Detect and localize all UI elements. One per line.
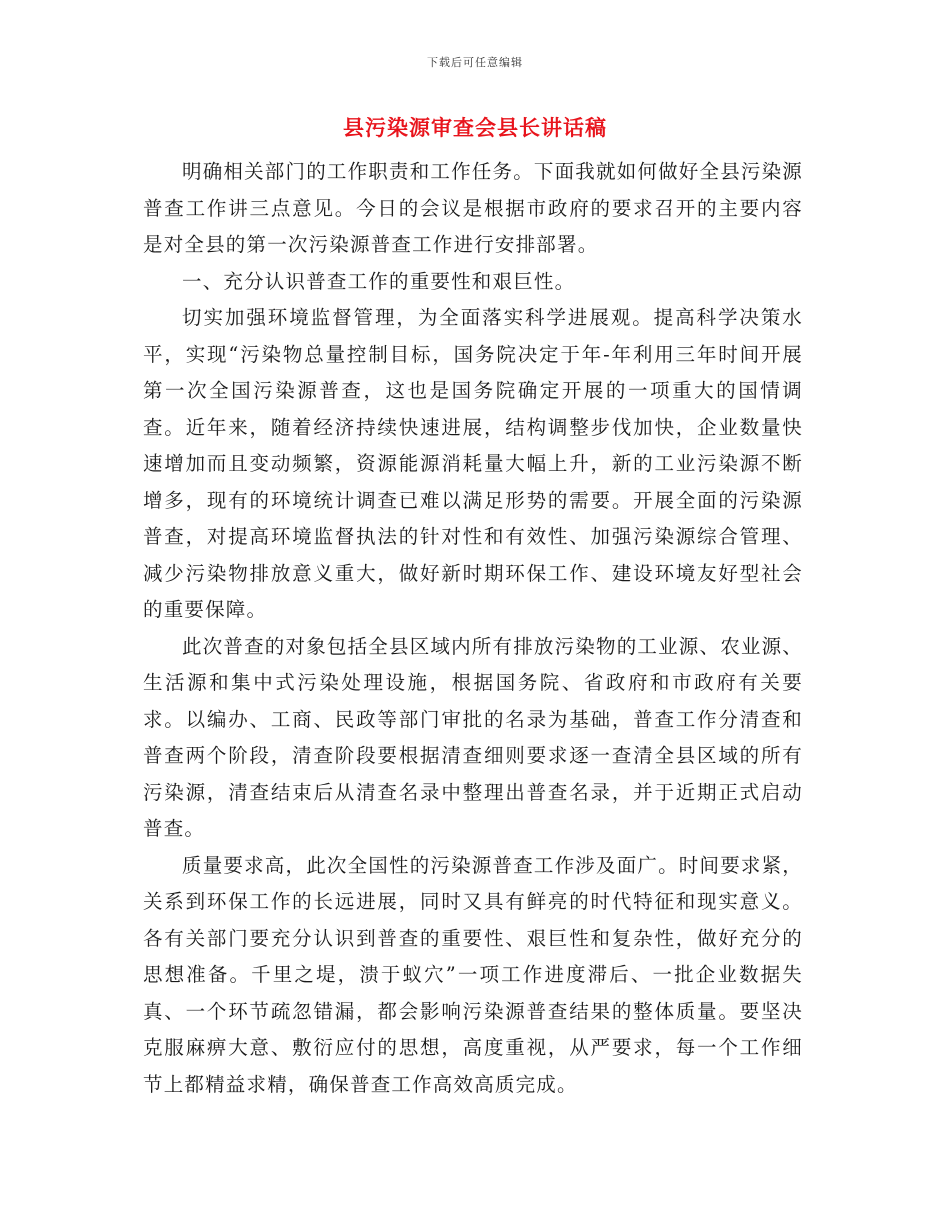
- document-title: 县污染源审查会县长讲话稿: [343, 115, 607, 140]
- header-note: 下载后可任意编辑: [427, 56, 523, 69]
- paragraph-1: 明确相关部门的工作职责和工作任务。下面我就如何做好全县污染源普查工作讲三点意见。今日的会议是根据市政府的要求召开的主要内容是对全县的第一次污染源普查工作进行安排部署。: [143, 160, 804, 256]
- document-body: [143, 154, 803, 1103]
- paragraph-3: 切实加强环境监督管理，为全面落实科学进展观。提高科学决策水平，实现“污染物总量控制目标，国务院决定于年-年利用三年时间开展第一次全国污染源普查，这也是国务院确定开展的一项重大的国情调查。近年来，随着经济持续快速进展，结构调整步伐加快，企业数量快速增加而且变动频繁，资源能源消耗量大幅上升，新的工业污染源不断增多，现有的环境统计调查已难以满足形势的需要。开展全面的污染源普查，对提高环境监督执法的针对性和有效性、加强污染源综合管理、减少污染物排放意义重大，做好新时期环保工作、建设环境友好型社会的重要保障。: [143, 306, 803, 621]
- paragraph-2: 一、充分认识普查工作的重要性和艰巨性。: [182, 269, 576, 293]
- paragraph-4: 此次普查的对象包括全县区域内所有排放污染物的工业源、农业源、生活源和集中式污染处理设施，根据国务院、省政府和市政府有关要求。以编办、工商、民政等部门审批的名录为基础，普查工作分清查和普查两个阶段，清查阶段要根据清查细则要求逐一查清全县区域的所有污染源，清查结束后从清查名录中整理出普查名录，并于近期正式启动普查。: [143, 634, 804, 840]
- paragraph-5: 质量要求高，此次全国性的污染源普查工作涉及面广。时间要求紧，关系到环保工作的长远进展，同时又具有鲜亮的时代特征和现实意义。各有关部门要充分认识到普查的重要性、艰巨性和复杂性，做好充分的思想准备。千里之堤，溃于蚁穴”一项工作进度滞后、一批企业数据失真、一个环节疏忽错漏，都会影响污染源普查结果的整体质量。要坚决克服麻痹大意、敷衍应付的思想，高度重视，从严要求，每一个工作细节上都精益求精，确保普查工作高效高质完成。: [143, 853, 804, 1096]
